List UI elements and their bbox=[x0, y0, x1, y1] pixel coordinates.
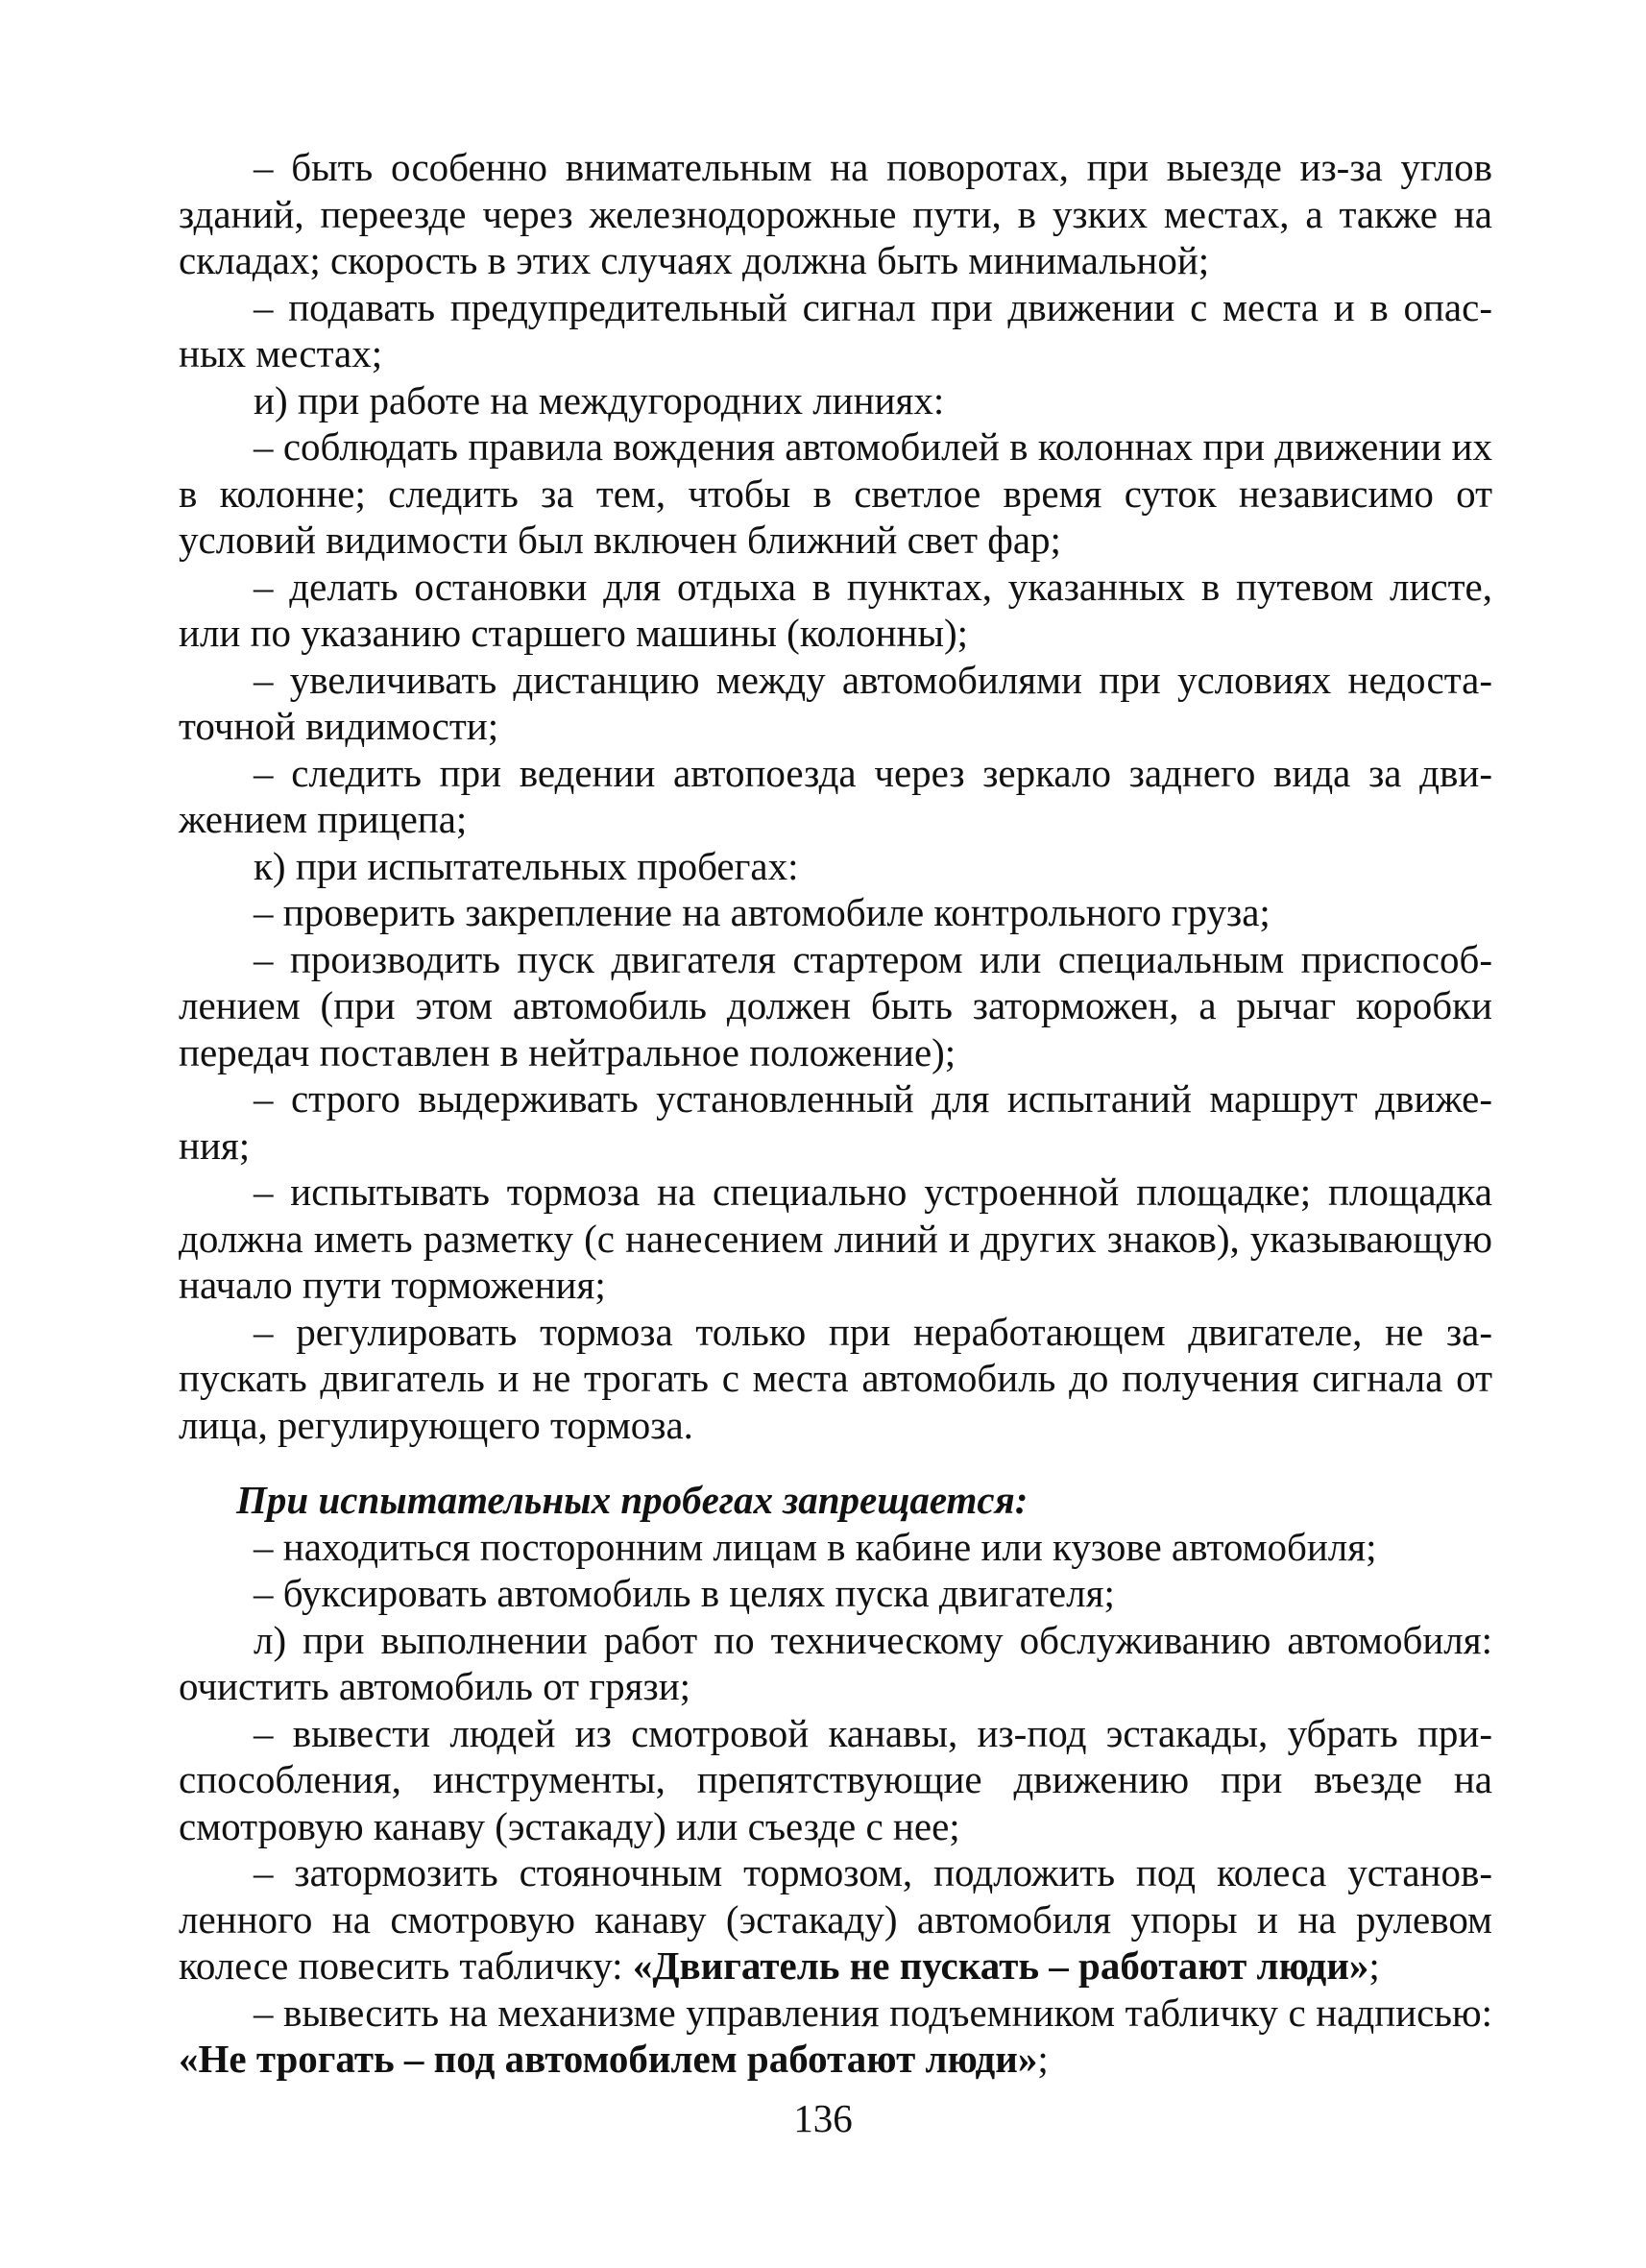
sign-text-engine: «Двигатель не пускать – работают люди» bbox=[632, 1943, 1369, 1988]
paragraph-text-end: ; bbox=[1368, 1943, 1380, 1988]
paragraph: – увеличивать дистанцию между автомобилями при условиях недостаточной видимости; bbox=[179, 657, 1492, 748]
paragraph: – испытывать тормоза на специально устроенной площадке; площадка должна иметь разметку (с нанесением линий и других знаков), указывающую начало пути торможения; bbox=[179, 1170, 1492, 1307]
paragraph: – делать остановки для отдыха в пунктах, указанных в путевом листе, или по указанию старшего машины (колонны); bbox=[179, 564, 1492, 655]
paragraph-sign-engine bbox=[179, 1849, 1492, 1990]
paragraph: – следить при ведении автопоезда через зеркало заднего вида за движением прицепа; bbox=[179, 750, 1492, 841]
paragraph-sign-lift bbox=[179, 1990, 1492, 2083]
paragraph: к) при испытательных пробегах: bbox=[254, 843, 799, 888]
paragraph: – проверить закрепление на автомобиле контрольного груза; bbox=[254, 890, 1271, 934]
paragraph-list-bottom bbox=[179, 1524, 1492, 1850]
sign-text-lift: «Не трогать – под автомобилем работают люди» bbox=[179, 2037, 1038, 2081]
paragraph: – вывести людей из смотровой канавы, из-под эстакады, убрать приспособления, инструменты, препятствующие движению при въезде на смотровую канаву (эстакаду) или съезде с нее; bbox=[179, 1710, 1492, 1848]
paragraph: – соблюдать правила вождения автомобилей в колоннах при движении их в колонне; следить за тем, чтобы в светлое время суток независимо от условий видимости был включен ближний свет фар; bbox=[179, 424, 1492, 562]
page-body bbox=[179, 144, 1492, 2083]
paragraph: – производить пуск двигателя стартером или специальным приспособлением (при этом автомобиль должен быть заторможен, а рычаг коробки передач поставлен в нейтральное положение); bbox=[179, 936, 1492, 1074]
paragraph: и) при работе на междугородних линиях: bbox=[254, 377, 945, 422]
paragraph: – находиться посторонним лицам в кабине или кузове автомобиля; bbox=[254, 1524, 1377, 1569]
paragraph-text: – вывесить на механизме управления подъемником табличку с надписью: bbox=[254, 1990, 1492, 2035]
section-heading: При испытательных пробегах запрещается: bbox=[236, 1478, 1029, 1522]
paragraph: – регулировать тормоза только при неработающем двигателе, не запускать двигатель и не трогать с места автомобиль до получения сигнала от лица, регулирующего тормоза. bbox=[179, 1309, 1492, 1447]
paragraph: – буксировать автомобиль в целях пуска двигателя; bbox=[254, 1571, 1115, 1615]
paragraph: – быть особенно внимательным на поворотах, при выезде из-за углов зданий, переезде через железнодорожные пути, в узких местах, а также на складах; скорость в этих случаях должна быть минимальной; bbox=[179, 145, 1492, 282]
paragraph-text: – затормозить стояночным тормозом, подложить под колеса установленного на смотровую канаву (эстакаду) автомобиля упоры и на рулевом колесе повесить табличку: bbox=[179, 1850, 1492, 1988]
paragraph-text-end: ; bbox=[1037, 2037, 1049, 2081]
page-number: 136 bbox=[793, 2096, 853, 2140]
paragraph: – подавать предупредительный сигнал при движении с места и в опасных местах; bbox=[179, 284, 1492, 375]
paragraph: л) при выполнении работ по техническому обслуживанию автомобиля: очистить автомобиль от грязи; bbox=[179, 1617, 1492, 1708]
paragraph-list-top bbox=[179, 144, 1492, 1448]
paragraph: – строго выдерживать установленный для испытаний маршрут движения; bbox=[179, 1076, 1492, 1168]
